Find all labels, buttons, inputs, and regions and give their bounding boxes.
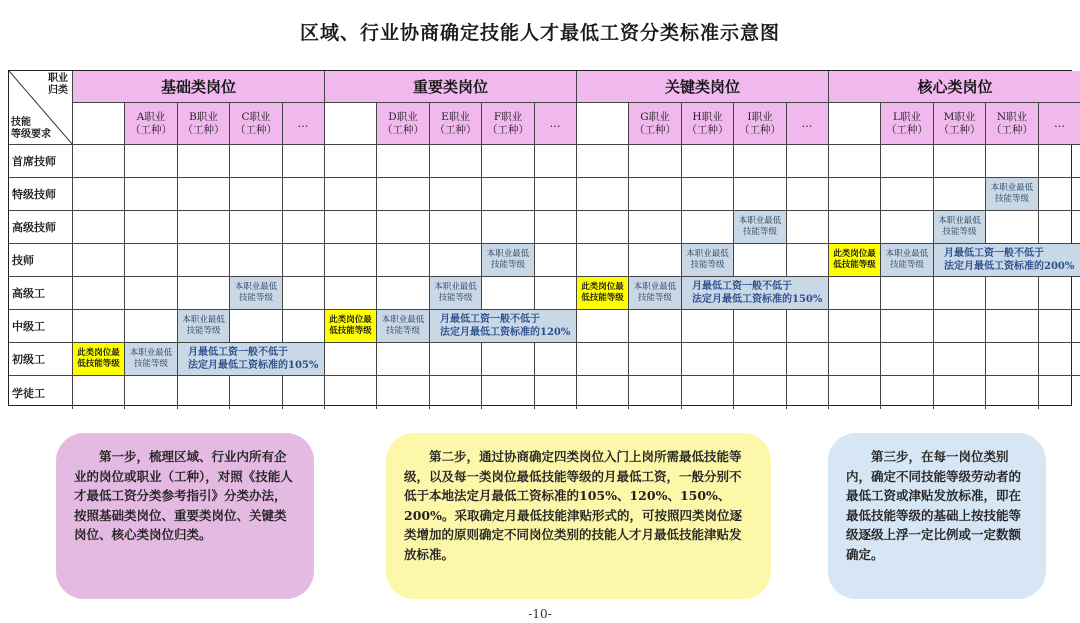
job-header-l: L职业 （工种） (881, 103, 934, 145)
job-header-d: D职业 （工种） (377, 103, 430, 145)
table-cell (430, 376, 482, 409)
table-cell (125, 277, 178, 310)
table-cell (178, 376, 230, 409)
table-cell (482, 145, 535, 178)
table-cell (787, 211, 829, 244)
table-cell (73, 244, 125, 277)
table-cell (682, 343, 734, 376)
table-cell (283, 178, 325, 211)
min-level-marker-key: 此类岗位最 低技能等级 (577, 277, 629, 310)
table-cell (325, 145, 377, 178)
table-cell (629, 310, 682, 343)
table-cell (535, 376, 577, 409)
table-cell (577, 145, 629, 178)
min-level-marker-core: 此类岗位最 低技能等级 (829, 244, 881, 277)
job-header-a: A职业 （工种） (125, 103, 178, 145)
table-cell (325, 178, 377, 211)
table-cell (482, 376, 535, 409)
table-cell (1039, 211, 1080, 244)
table-cell (829, 310, 881, 343)
table-cell (73, 211, 125, 244)
table-cell (986, 376, 1039, 409)
table-cell (629, 211, 682, 244)
table-cell (986, 211, 1039, 244)
table-cell (577, 244, 629, 277)
table-cell (881, 376, 934, 409)
table-cell (629, 376, 682, 409)
job-min-level-b: 本职业最低 技能等级 (178, 310, 230, 343)
table-cell (934, 145, 986, 178)
table-cell (230, 376, 283, 409)
job-header-c: C职业 （工种） (230, 103, 283, 145)
table-cell (934, 343, 986, 376)
job-min-level-i: 本职业最低 技能等级 (734, 211, 787, 244)
wage-note-150: 月最低工资一般不低于 法定月最低工资标准的150% (682, 277, 829, 310)
table-cell (377, 145, 430, 178)
table-cell (682, 211, 734, 244)
job-min-level-e: 本职业最低 技能等级 (430, 277, 482, 310)
level-label: 中级工 (9, 310, 73, 343)
table-cell (986, 145, 1039, 178)
table-cell (283, 211, 325, 244)
table-cell (734, 145, 787, 178)
table-cell (482, 211, 535, 244)
table-cell (1039, 343, 1080, 376)
table-cell (829, 277, 881, 310)
table-cell (787, 343, 829, 376)
table-cell (283, 310, 325, 343)
table-cell (881, 277, 934, 310)
table-cell (829, 145, 881, 178)
level-label: 特级技师 (9, 178, 73, 211)
category-header-core: 核心类岗位 (829, 71, 1080, 103)
table-cell (430, 145, 482, 178)
job-min-level-n: 本职业最低 技能等级 (986, 178, 1039, 211)
table-cell (230, 145, 283, 178)
job-header-i: I职业 （工种） (734, 103, 787, 145)
table-cell (829, 211, 881, 244)
more-jobs-ellipsis: … (535, 103, 577, 145)
table-cell (881, 343, 934, 376)
table-cell (734, 310, 787, 343)
table-cell (178, 277, 230, 310)
level-label: 学徒工 (9, 376, 73, 409)
min-level-column-header (577, 103, 629, 145)
table-cell (125, 211, 178, 244)
wage-note-120: 月最低工资一般不低于 法定月最低工资标准的120% (430, 310, 577, 343)
table-cell (430, 343, 482, 376)
table-cell (881, 178, 934, 211)
table-cell (986, 310, 1039, 343)
table-cell (986, 343, 1039, 376)
table-cell (178, 145, 230, 178)
more-jobs-ellipsis: … (1039, 103, 1080, 145)
table-cell (1039, 277, 1080, 310)
table-cell (482, 178, 535, 211)
table-cell (881, 310, 934, 343)
table-cell (325, 244, 377, 277)
table-cell (230, 178, 283, 211)
min-level-column-header (829, 103, 881, 145)
table-cell (325, 376, 377, 409)
table-cell (73, 310, 125, 343)
corner-top-label: 职业 归类 (48, 73, 68, 96)
job-header-h: H职业 （工种） (682, 103, 734, 145)
table-cell (430, 244, 482, 277)
table-cell (377, 277, 430, 310)
table-cell (125, 145, 178, 178)
table-cell (377, 211, 430, 244)
table-cell (377, 376, 430, 409)
table-cell (934, 376, 986, 409)
table-cell (787, 310, 829, 343)
table-cell (829, 343, 881, 376)
table-cell (734, 343, 787, 376)
table-cell (829, 376, 881, 409)
table-cell (734, 178, 787, 211)
table-cell (1039, 310, 1080, 343)
category-header-basic: 基础类岗位 (73, 71, 325, 103)
table-cell (734, 244, 787, 277)
page-number: -10- (528, 607, 552, 621)
wage-note-200: 月最低工资一般不低于 法定月最低工资标准的200% (934, 244, 1080, 277)
table-cell (535, 211, 577, 244)
table-cell (178, 211, 230, 244)
table-cell (482, 277, 535, 310)
table-cell (577, 343, 629, 376)
job-min-level-l: 本职业最低 技能等级 (881, 244, 934, 277)
table-cell (73, 145, 125, 178)
job-header-e: E职业 （工种） (430, 103, 482, 145)
min-level-marker-important: 此类岗位最 低技能等级 (325, 310, 377, 343)
table-cell (535, 343, 577, 376)
table-cell (535, 145, 577, 178)
job-header-f: F职业 （工种） (482, 103, 535, 145)
table-cell (377, 178, 430, 211)
table-cell (230, 310, 283, 343)
table-cell (682, 376, 734, 409)
job-header-b: B职业 （工种） (178, 103, 230, 145)
min-level-column-header (73, 103, 125, 145)
job-header-n: N职业 （工种） (986, 103, 1039, 145)
page-title: 区域、行业协商确定技能人才最低工资分类标准示意图 (299, 22, 780, 44)
table-corner-cell (9, 71, 73, 145)
job-header-g: G职业 （工种） (629, 103, 682, 145)
table-cell (629, 145, 682, 178)
table-cell (325, 277, 377, 310)
table-cell (283, 376, 325, 409)
table-cell (125, 244, 178, 277)
table-cell (535, 244, 577, 277)
more-jobs-ellipsis: … (787, 103, 829, 145)
table-cell (430, 178, 482, 211)
wage-note-105: 月最低工资一般不低于 法定月最低工资标准的105% (178, 343, 325, 376)
table-cell (482, 343, 535, 376)
step-two-note: 第二步，通过协商确定四类岗位入门上岗所需最低技能等级，以及每一类岗位最低技能等级的月最低工资，一般分别不低于本地法定月最低工资标准的105%、120%、150%、200%。采取确定月最低技能津贴形式的，可按照四类岗位逐类增加的原则确定不同岗位类别的技能人才月最低技能津贴发放标准。 (386, 433, 771, 599)
table-cell (178, 178, 230, 211)
table-cell (787, 145, 829, 178)
job-min-level-c: 本职业最低 技能等级 (230, 277, 283, 310)
min-level-column-header (325, 103, 377, 145)
job-min-level-m: 本职业最低 技能等级 (934, 211, 986, 244)
level-label: 首席技师 (9, 145, 73, 178)
job-min-level-f: 本职业最低 技能等级 (482, 244, 535, 277)
table-cell (682, 145, 734, 178)
table-cell (629, 343, 682, 376)
table-cell (986, 277, 1039, 310)
category-header-key: 关键类岗位 (577, 71, 829, 103)
table-cell (629, 244, 682, 277)
table-cell (73, 178, 125, 211)
table-cell (535, 178, 577, 211)
table-cell (1039, 178, 1080, 211)
table-cell (430, 211, 482, 244)
table-cell (377, 244, 430, 277)
table-cell (1039, 376, 1080, 409)
step-three-note: 第三步，在每一岗位类别内，确定不同技能等级劳动者的最低工资或津贴发放标准，即在最低技能等级的基础上按技能等级逐级上浮一定比例或一定数额确定。 (828, 433, 1046, 599)
table-cell (283, 145, 325, 178)
table-cell (734, 376, 787, 409)
level-label: 技师 (9, 244, 73, 277)
table-cell (577, 310, 629, 343)
table-cell (829, 178, 881, 211)
table-cell (325, 211, 377, 244)
table-cell (230, 244, 283, 277)
table-cell (881, 145, 934, 178)
table-cell (787, 178, 829, 211)
table-cell (283, 277, 325, 310)
table-cell (230, 211, 283, 244)
category-header-important: 重要类岗位 (325, 71, 577, 103)
table-cell (934, 178, 986, 211)
table-cell (787, 376, 829, 409)
table-cell (125, 376, 178, 409)
table-cell (325, 343, 377, 376)
table-cell (577, 211, 629, 244)
table-cell (125, 310, 178, 343)
table-cell (881, 211, 934, 244)
table-cell (682, 178, 734, 211)
table-cell (125, 178, 178, 211)
step-one-note: 第一步，梳理区域、行业内所有企业的岗位或职业（工种），对照《技能人才最低工资分类参考指引》分类办法，按照基础类岗位、重要类岗位、关键类岗位、核心类岗位归类。 (56, 433, 314, 599)
more-jobs-ellipsis: … (283, 103, 325, 145)
table-cell (178, 244, 230, 277)
job-header-m: M职业 （工种） (934, 103, 986, 145)
table-cell (73, 277, 125, 310)
table-cell (934, 277, 986, 310)
corner-bottom-label: 技能 等级要求 (11, 117, 51, 140)
job-min-level-g: 本职业最低 技能等级 (629, 277, 682, 310)
table-cell (577, 178, 629, 211)
table-cell (73, 376, 125, 409)
wage-classification-table (8, 70, 1075, 406)
table-cell (283, 244, 325, 277)
table-cell (682, 310, 734, 343)
table-cell (787, 244, 829, 277)
job-min-level-d: 本职业最低 技能等级 (377, 310, 430, 343)
level-label: 初级工 (9, 343, 73, 376)
table-cell (377, 343, 430, 376)
table-cell (577, 376, 629, 409)
job-min-level-h: 本职业最低 技能等级 (682, 244, 734, 277)
job-min-level-a: 本职业最低 技能等级 (125, 343, 178, 376)
level-label: 高级工 (9, 277, 73, 310)
level-label: 高级技师 (9, 211, 73, 244)
table-cell (934, 310, 986, 343)
table-cell (1039, 145, 1080, 178)
min-level-marker-basic: 此类岗位最 低技能等级 (73, 343, 125, 376)
table-cell (629, 178, 682, 211)
table-cell (535, 277, 577, 310)
